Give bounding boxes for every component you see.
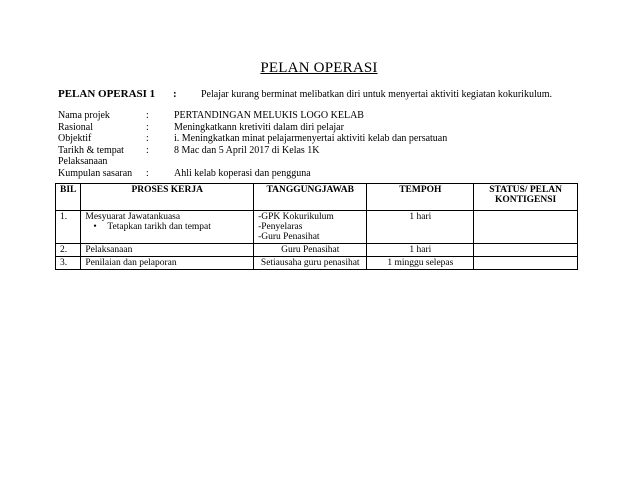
info-colon: : bbox=[146, 144, 149, 156]
info-label: Tarikh & tempat bbox=[58, 144, 124, 156]
cell-tempoh: 1 minggu selepas bbox=[367, 257, 474, 270]
operation-table bbox=[55, 183, 578, 270]
project-info bbox=[58, 110, 447, 179]
plan-label: PELAN OPERASI 1 bbox=[58, 88, 156, 100]
info-value: Meningkatkann kretiviti dalam diri pelajar bbox=[174, 121, 344, 133]
info-label: Rasional bbox=[58, 121, 93, 133]
info-row-project-name bbox=[58, 110, 447, 122]
info-label: Objektif bbox=[58, 133, 92, 144]
cell-tempoh: 1 hari bbox=[367, 244, 474, 257]
cell-proses bbox=[81, 211, 254, 244]
info-label: Nama projek bbox=[58, 110, 110, 121]
info-row-objective bbox=[58, 133, 447, 145]
info-colon: : bbox=[146, 110, 149, 121]
header-tempoh: TEMPOH bbox=[367, 184, 474, 211]
header-status bbox=[474, 184, 578, 211]
header-bil: BIL bbox=[56, 184, 81, 211]
info-colon: : bbox=[146, 121, 149, 133]
cell-bil: 3. bbox=[56, 257, 81, 270]
table-row bbox=[56, 257, 578, 270]
header-tanggungjawab: TANGGUNGJAWAB bbox=[254, 184, 367, 211]
cell-proses: Penilaian dan pelaporan bbox=[81, 257, 254, 270]
pj-item: -Guru Penasihat bbox=[258, 232, 320, 242]
cell-tanggungjawab: Guru Penasihat bbox=[254, 244, 367, 257]
info-row-date-place bbox=[58, 145, 447, 157]
header-status-line2: KONTIGENSI bbox=[495, 195, 557, 205]
cell-tanggungjawab: Setiausaha guru penasihat bbox=[254, 257, 367, 270]
proses-sub-text: Tetapkan tarikh dan tempat bbox=[107, 222, 211, 232]
info-value: Ahli kelab koperasi dan pengguna bbox=[174, 167, 311, 179]
info-row-target-group bbox=[58, 168, 447, 180]
pj-item: -Penyelaras bbox=[258, 222, 303, 232]
info-value: i. Meningkatkan minat pelajarmenyertai aktiviti kelab dan persatuan bbox=[174, 133, 448, 144]
proses-main: Mesyuarat Jawatankuasa bbox=[85, 212, 181, 222]
plan-heading bbox=[58, 88, 552, 100]
table-row bbox=[56, 211, 578, 244]
info-label: Kumpulan sasaran bbox=[58, 167, 133, 179]
header-proses-kerja: PROSES KERJA bbox=[81, 184, 254, 211]
info-value: 8 Mac dan 5 April 2017 di Kelas 1K bbox=[174, 144, 320, 156]
table-header-row bbox=[56, 184, 578, 211]
cell-proses: Pelaksanaan bbox=[81, 244, 254, 257]
cell-status bbox=[474, 211, 578, 244]
header-status-line1: STATUS/ PELAN bbox=[489, 185, 563, 195]
document-title: PELAN OPERASI bbox=[260, 60, 378, 76]
plan-statement: Pelajar kurang berminat melibatkan diri untuk menyertai aktiviti kegiatan kokurikulum. bbox=[201, 89, 553, 100]
proses-sub-item bbox=[85, 222, 249, 232]
cell-status bbox=[474, 244, 578, 257]
info-colon: : bbox=[146, 167, 149, 179]
bullet-icon: • bbox=[93, 222, 97, 232]
info-colon bbox=[146, 156, 174, 168]
cell-status bbox=[474, 257, 578, 270]
plan-colon: : bbox=[173, 88, 177, 100]
cell-bil: 2. bbox=[56, 244, 81, 257]
info-colon: : bbox=[146, 133, 149, 144]
info-row-rationale bbox=[58, 122, 447, 134]
pj-item: -GPK Kokurikulum bbox=[258, 212, 334, 222]
table-row bbox=[56, 244, 578, 257]
info-value: PERTANDINGAN MELUKIS LOGO KELAB bbox=[174, 110, 364, 121]
info-label: Pelaksanaan bbox=[58, 156, 108, 167]
cell-tempoh: 1 hari bbox=[367, 211, 474, 244]
cell-bil: 1. bbox=[56, 211, 81, 244]
cell-tanggungjawab bbox=[254, 211, 367, 244]
info-row-implementation bbox=[58, 156, 447, 168]
